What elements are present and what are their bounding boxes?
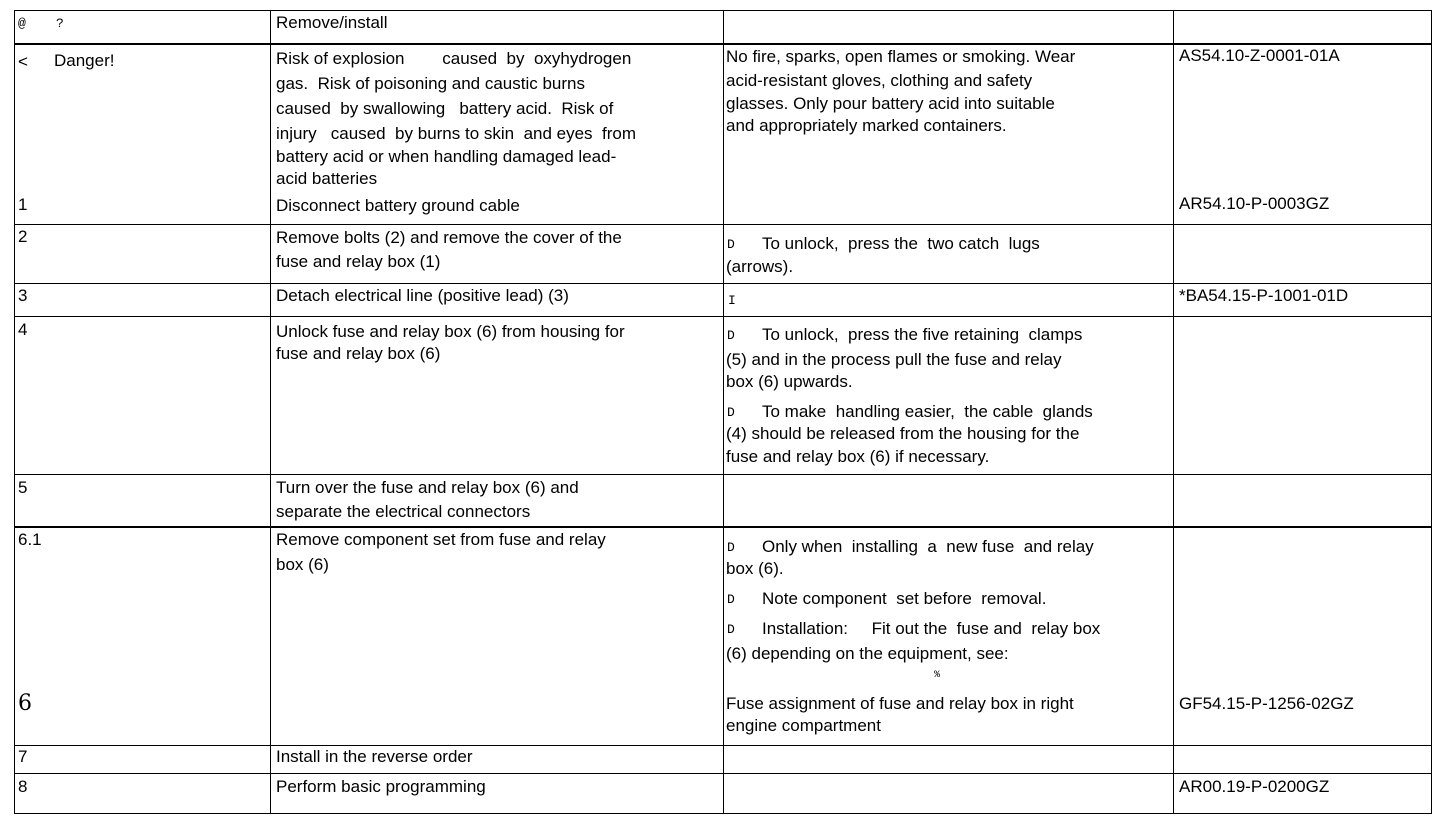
at-icon: @ [18, 16, 26, 31]
bullet-icon: D [727, 592, 735, 607]
reference-link[interactable]: AR00.19-P-0200GZ [1179, 777, 1330, 796]
risk-text: Risk of explosion caused by oxyhydrogen [276, 49, 632, 68]
step-number: 7 [18, 747, 28, 766]
col-divider [1173, 10, 1174, 814]
step-text: fuse and relay box (6) [276, 344, 441, 363]
note-text: (arrows). [726, 257, 794, 276]
reference-link[interactable]: *BA54.15-P-1001-01D [1179, 286, 1349, 305]
step-text: Remove bolts (2) and remove the cover of the [276, 228, 622, 247]
step-text: box (6) [276, 555, 329, 574]
risk-text: caused by swallowing battery acid. Risk of [276, 99, 614, 118]
step-number: 4 [18, 320, 28, 339]
question-icon: ? [56, 16, 64, 31]
note-text: box (6). [726, 559, 784, 578]
reference-link[interactable]: GF54.15-P-1256-02GZ [1179, 694, 1354, 713]
note-text: Note component set before removal. [762, 589, 1047, 608]
bullet-icon: D [727, 540, 735, 555]
note-text: box (6) upwards. [726, 372, 853, 391]
note-text: (5) and in the process pull the fuse and relay [726, 350, 1062, 369]
note-text: To make handling easier, the cable glands [762, 402, 1093, 421]
reference-link[interactable]: AS54.10-Z-0001-01A [1179, 46, 1340, 65]
link-text[interactable]: engine compartment [726, 716, 881, 735]
step-text: Install in the reverse order [276, 747, 473, 766]
bullet-icon: D [727, 328, 735, 343]
warning-icon: < [18, 52, 28, 71]
bullet-icon: D [727, 405, 735, 420]
col-divider [270, 10, 271, 814]
step-number: 3 [18, 286, 28, 305]
step-text: Disconnect battery ground cable [276, 196, 520, 215]
note-text: fuse and relay box (6) if necessary. [726, 447, 990, 466]
bullet-icon: D [727, 237, 735, 252]
note-text: To unlock, press the five retaining clamps [762, 325, 1083, 344]
bullet-icon: D [727, 622, 735, 637]
step-text: fuse and relay box (1) [276, 252, 441, 271]
step-number: 5 [18, 478, 28, 497]
col-divider [14, 10, 15, 814]
note-text: To unlock, press the two catch lugs [762, 234, 1040, 253]
measure-text: and appropriately marked containers. [726, 116, 1007, 135]
col-divider [1431, 10, 1432, 814]
measure-text: acid-resistant gloves, clothing and safety [726, 71, 1033, 90]
step-text: Perform basic programming [276, 777, 486, 796]
info-icon: I [728, 293, 736, 308]
step-number: 1 [18, 195, 28, 214]
step-text: separate the electrical connectors [276, 502, 531, 521]
link-text[interactable]: Fuse assignment of fuse and relay box in right [726, 694, 1074, 713]
step-number: 2 [18, 227, 28, 246]
risk-text: gas. Risk of poisoning and caustic burns [276, 74, 586, 93]
risk-text: acid batteries [276, 169, 378, 188]
note-text: Only when installing a new fuse and relay [762, 537, 1094, 556]
note-text: (6) depending on the equipment, see: [726, 644, 1009, 663]
step-number: 6.1 [18, 530, 42, 549]
risk-text: battery acid or when handling damaged lead- [276, 147, 617, 166]
step-text: Remove component set from fuse and relay [276, 530, 606, 549]
danger-label: Danger! [54, 51, 115, 70]
header-title: Remove/install [276, 13, 388, 32]
col-divider [723, 10, 724, 814]
document-icon: 6 [18, 691, 32, 716]
measure-text: No fire, sparks, open flames or smoking. Wear [726, 47, 1076, 66]
note-text: Installation: Fit out the fuse and relay box [762, 619, 1101, 638]
measure-text: glasses. Only pour battery acid into suitable [726, 94, 1055, 113]
step-text: Detach electrical line (positive lead) (3) [276, 286, 569, 305]
link-icon: % [934, 670, 941, 681]
step-text: Turn over the fuse and relay box (6) and [276, 478, 579, 497]
step-number: 8 [18, 777, 28, 796]
step-text: Unlock fuse and relay box (6) from housing for [276, 322, 625, 341]
note-text: (4) should be released from the housing for the [726, 424, 1080, 443]
risk-text: injury caused by burns to skin and eyes from [276, 124, 637, 143]
reference-link[interactable]: AR54.10-P-0003GZ [1179, 194, 1330, 213]
